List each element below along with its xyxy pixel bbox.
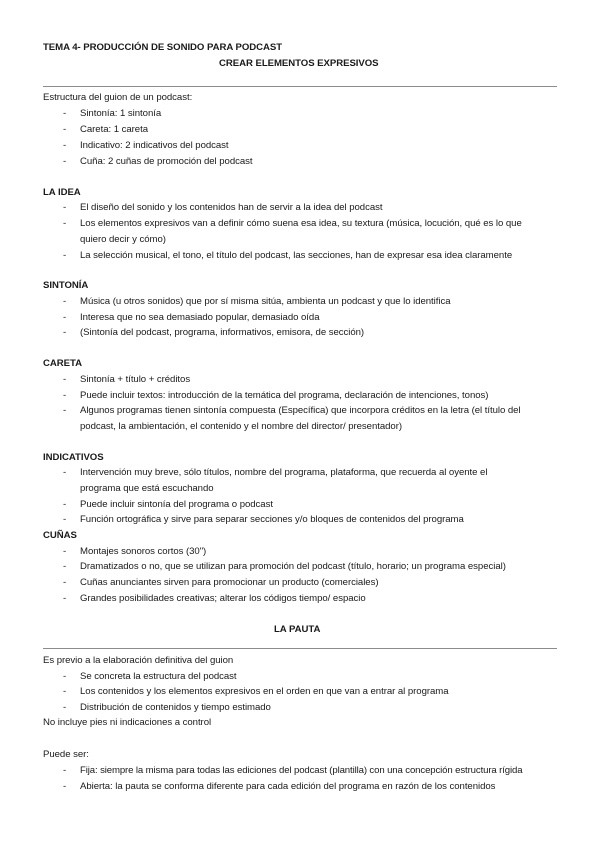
bullet-dash: - <box>63 467 67 478</box>
list-item: Abierta: la pauta se conforma diferente para cada edición del programa en razón de los contenidos <box>80 781 496 792</box>
bullet-dash: - <box>63 765 67 776</box>
bullet-dash: - <box>63 327 67 338</box>
list-item: Interesa que no sea demasiado popular, demasiado oída <box>80 312 320 323</box>
bullet-dash: - <box>63 202 67 213</box>
list-item: Cuña: 2 cuñas de promoción del podcast <box>80 156 253 167</box>
list-item: Puede incluir textos: introducción de la temática del programa, declaración de intenciones, tonos) <box>80 390 489 401</box>
list-item-continuation: quiero decir y cómo) <box>80 234 166 245</box>
document-topic: TEMA 4- PRODUCCIÓN DE SONIDO PARA PODCAST <box>43 42 283 53</box>
pauta-puede: Puede ser: <box>43 749 89 760</box>
list-item: Los elementos expresivos van a definir cómo suena esa idea, su textura (música, locución, qué es lo que <box>80 218 522 229</box>
list-item: Montajes sonoros cortos (30") <box>80 546 207 557</box>
list-item: Sintonía + título + créditos <box>80 374 191 385</box>
section-divider <box>43 86 557 87</box>
list-item: Sintonía: 1 sintonía <box>80 108 162 119</box>
list-item: La selección musical, el tono, el título del podcast, las secciones, han de expresar esa idea claramente <box>80 250 513 261</box>
bullet-dash: - <box>63 250 67 261</box>
list-item: Función ortográfica y sirve para separar secciones y/o bloques de contenidos del programa <box>80 514 464 525</box>
list-item: Distribución de contenidos y tiempo estimado <box>80 702 271 713</box>
bullet-dash: - <box>63 312 67 323</box>
section-heading-indicativos: INDICATIVOS <box>43 452 104 463</box>
bullet-dash: - <box>63 156 67 167</box>
section-heading-idea: LA IDEA <box>43 187 81 198</box>
bullet-dash: - <box>63 296 67 307</box>
bullet-dash: - <box>63 218 67 229</box>
list-item: Indicativo: 2 indicativos del podcast <box>80 140 229 151</box>
pauta-intro: Es previo a la elaboración definitiva del guion <box>43 655 234 666</box>
list-item: Música (u otros sonidos) que por sí misma sitúa, ambienta un podcast y que lo identifica <box>80 296 451 307</box>
document-subtitle: CREAR ELEMENTOS EXPRESIVOS <box>219 58 379 69</box>
list-item: Grandes posibilidades creativas; alterar los códigos tiempo/ espacio <box>80 593 366 604</box>
bullet-dash: - <box>63 686 67 697</box>
bullet-dash: - <box>63 374 67 385</box>
bullet-dash: - <box>63 140 67 151</box>
section-heading-sintonia: SINTONÍA <box>43 280 89 291</box>
structure-intro: Estructura del guion de un podcast: <box>43 92 193 103</box>
section-heading-cunas: CUÑAS <box>43 530 77 541</box>
list-item-continuation: programa que está escuchando <box>80 483 214 494</box>
list-item: Cuñas anunciantes sirven para promocionar un producto (comerciales) <box>80 577 379 588</box>
bullet-dash: - <box>63 124 67 135</box>
list-item-continuation: podcast, la ambientación, el contenido y el nombre del director/ presentador) <box>80 421 402 432</box>
list-item: El diseño del sonido y los contenidos han de servir a la idea del podcast <box>80 202 383 213</box>
bullet-dash: - <box>63 390 67 401</box>
section-heading-careta: CARETA <box>43 358 82 369</box>
list-item: Careta: 1 careta <box>80 124 148 135</box>
bullet-dash: - <box>63 405 67 416</box>
bullet-dash: - <box>63 108 67 119</box>
list-item: Intervención muy breve, sólo títulos, nombre del programa, plataforma, que recuerda al oyente el <box>80 467 488 478</box>
list-item: Puede incluir sintonía del programa o podcast <box>80 499 273 510</box>
bullet-dash: - <box>63 593 67 604</box>
list-item: Dramatizados o no, que se utilizan para promoción del podcast (título, horario; un programa especial) <box>80 561 506 572</box>
bullet-dash: - <box>63 546 67 557</box>
list-item: Se concreta la estructura del podcast <box>80 671 237 682</box>
bullet-dash: - <box>63 561 67 572</box>
bullet-dash: - <box>63 577 67 588</box>
bullet-dash: - <box>63 671 67 682</box>
pauta-note: No incluye pies ni indicaciones a control <box>43 717 212 728</box>
section-divider <box>43 648 557 649</box>
bullet-dash: - <box>63 514 67 525</box>
bullet-dash: - <box>63 781 67 792</box>
bullet-dash: - <box>63 499 67 510</box>
list-item: (Sintonía del podcast, programa, informativos, emisora, de sección) <box>80 327 365 338</box>
list-item: Fija: siempre la misma para todas las ediciones del podcast (plantilla) con una concepción estructura rígida <box>80 765 523 776</box>
bullet-dash: - <box>63 702 67 713</box>
list-item: Los contenidos y los elementos expresivos en el orden en que van a entrar al programa <box>80 686 449 697</box>
list-item: Algunos programas tienen sintonía compuesta (Específica) que incorpora créditos en la letra (el título del <box>80 405 521 416</box>
section-heading-pauta: LA PAUTA <box>274 624 321 635</box>
